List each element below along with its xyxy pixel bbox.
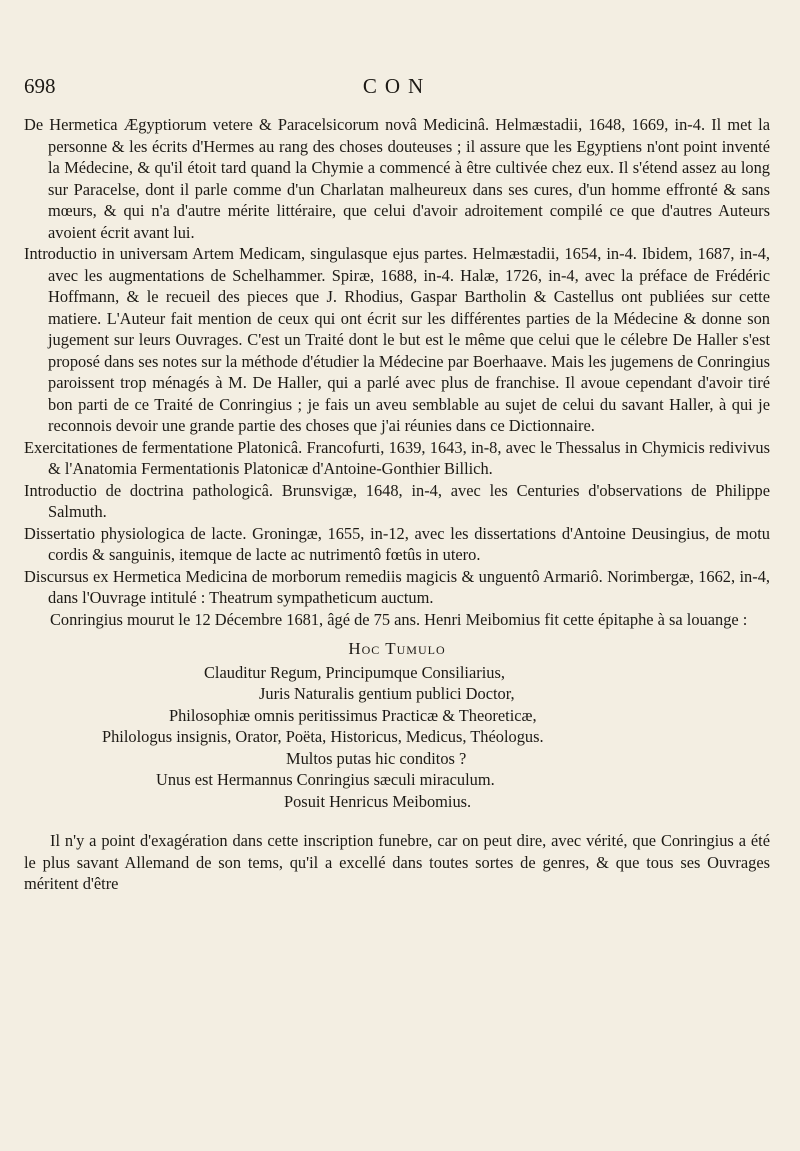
- epitaph-heading: Hoc Tumulo: [348, 639, 446, 658]
- epitaph-line: Philosophiæ omnis peritissimus Practicæ & Theoreticæ,: [169, 705, 537, 725]
- epitaph-line: Unus est Hermannus Conringius sæculi miraculum.: [156, 770, 495, 789]
- bibliography-entry: Discursus ex Hermetica Medicina de morborum remediis magicis & unguentô Armariô. Norimbergæ, 1662, in-4, dans l'Ouvrage intitulé : Theatrum sympatheticum auctum.: [24, 566, 770, 607]
- bibliography-entry: Exercitationes de fermentatione Platonicâ. Francofurti, 1639, 1643, in-8, avec le Thessalus in Chymicis redivivus & l'Anatomia Fermentationis Platonicæ d'Antoine-Gonthier Billich.: [24, 437, 770, 478]
- page-number: 698: [24, 74, 56, 98]
- bibliography-entry: Introductio de doctrina pathologicâ. Brunsvigæ, 1648, in-4, avec les Centuries d'observations de Philippe Salmuth.: [24, 480, 770, 521]
- bibliography-entry: Introductio in universam Artem Medicam, singulasque ejus partes. Helmæstadii, 1654, in-4. Ibidem, 1687, in-4, avec les augmentations de Schelhammer. Spiræ, 1688, in-4. Halæ, 1726, in-4, avec la préface de Frédéric Hoffmann, & le recueil des pieces que J. Rhodius, Gaspar Bartholin & Castellus ont publiées sur cette matiere. L'Auteur fait mention de ceux qui ont écrit sur les différentes parties de la Médecine & donne son jugement sur leurs Ouvrages. C'est un Traité dont le but est le même que celui que le célebre De Haller s'est proposé dans ses notes sur la méthode d'étudier la Médecine par Boerhaave. Mais les jugemens de Conringius paroissent trop ménagés à M. De Haller, qui a parlé avec plus de franchise. Il avoue cependant d'avoir tiré bon parti de ce Traité de Conringius ; je fais un aveu semblable au sujet de celui du savant Haller, à qui je reconnois devoir une grande partie des choses que j'ai réunies dans ce Dictionnaire.: [24, 244, 770, 435]
- bibliography-entry: De Hermetica Ægyptiorum vetere & Paracelsicorum novâ Medicinâ. Helmæstadii, 1648, 1669, in-4. Il met la personne & les écrits d'Hermes au rang des choses douteuses ; il assure que les Egyptiens n'ont point inventé la Médecine, & qu'il étoit tard quand la Chymie a commencé à être cultivée chez eux. Il s'étend assez au long sur Paracelse, dont il parle comme d'un Charlatan malheureux dans ses cures, d'un homme effronté & sans mœurs, & qui n'a d'autre mérite littéraire, que celui d'avoir adroitement compilé ce que d'autres Auteurs avoient écrit avant lui.: [24, 115, 770, 242]
- running-head: CON: [362, 74, 432, 98]
- epitaph-signature: Posuit Henricus Meibomius.: [284, 791, 472, 811]
- closing-paragraph: Il n'y a point d'exagération dans cette inscription funebre, car on peut dire, avec vérité, que Conringius a été le plus savant Allemand de son tems, qu'il a excellé dans toutes sortes de genres, & que tous ses Ouvrages méritent d'être: [24, 831, 770, 893]
- bibliography-entry: Dissertatio physiologica de lacte. Groningæ, 1655, in-12, avec les dissertations d'Antoine Deusingius, de motu cordis & sanguinis, itemque de lacte ac nutrimentô fœtûs in utero.: [24, 523, 770, 564]
- epitaph-line: Multos putas hic conditos ?: [286, 748, 467, 768]
- epitaph-line: Philologus insignis, Orator, Poëta, Historicus, Medicus, Théologus.: [102, 727, 544, 746]
- page-body: [24, 114, 770, 895]
- death-note: Conringius mourut le 12 Décembre 1681, âgé de 75 ans. Henri Meibomius fit cette épitaphe à sa louange :: [50, 609, 748, 629]
- epitaph: [24, 638, 770, 812]
- page-header: [24, 74, 770, 104]
- epitaph-line: Clauditur Regum, Principumque Consiliarius,: [204, 662, 505, 682]
- epitaph-line: Juris Naturalis gentium publici Doctor,: [259, 684, 515, 703]
